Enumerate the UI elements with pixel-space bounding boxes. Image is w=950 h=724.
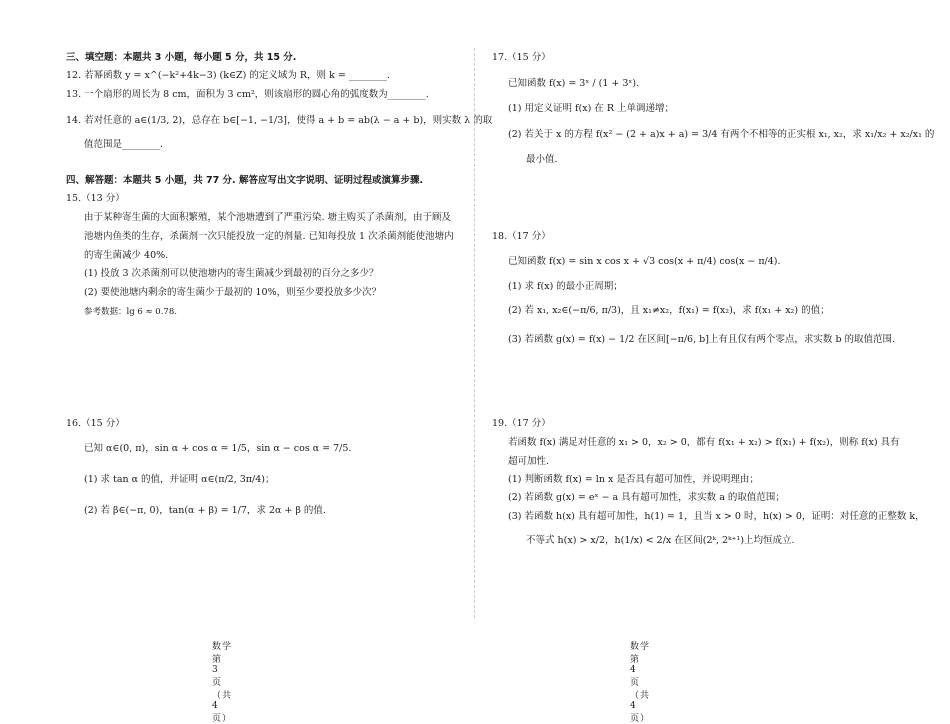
question-18-part1: (1) 求 f(x) 的最小正周期； bbox=[508, 281, 623, 292]
page-footer-right: 数学 第 4 页（共 4 页） bbox=[630, 642, 661, 724]
question-13: 13. 一个扇形的周长为 8 cm，面积为 3 cm²，则该扇形的圆心角的弧度数为________. bbox=[66, 89, 429, 100]
question-15-line1: 由于某种寄生菌的大面积繁殖，某个池塘遭到了严重污染. 塘主购买了杀菌剂，由于顾及 bbox=[84, 212, 452, 223]
question-15-part2: (2) 要使池塘内剩余的寄生菌少于最初的 10%，则至少要投放多少次？ bbox=[84, 287, 382, 298]
question-15-line3: 的寄生菌减少 40%. bbox=[84, 250, 169, 261]
question-19-part1: (1) 判断函数 f(x) = ln x 是否具有超可加性，并说明理由； bbox=[508, 474, 759, 485]
question-19-part3-cont: 不等式 h(x) > x/2，h(1/x) < 2/x 在区间(2ᵏ, 2ᵏ⁺¹)上均恒成立. bbox=[526, 535, 795, 546]
question-15-reference: 参考数据：lg 6 ≈ 0.78. bbox=[84, 307, 177, 317]
question-19-part3: (3) 若函数 h(x) 具有超可加性，h(1) = 1，且当 x > 0 时，h(x) > 0，证明：对任意的正整数 k， bbox=[508, 511, 925, 522]
question-16-line1: 已知 α∈(0, π)，sin α + cos α = 1/5，sin α − cos α = 7/5. bbox=[84, 443, 352, 454]
page-footer-left: 数学 第 3 页（共 4 页） bbox=[212, 642, 243, 724]
question-15-head: 15.（13 分） bbox=[66, 193, 125, 204]
question-16-part2: (2) 若 β∈(−π, 0)，tan(α + β) = 1/7，求 2α + β 的值. bbox=[84, 505, 326, 516]
question-19-line2: 超可加性. bbox=[508, 456, 550, 467]
question-17-part2-cont: 最小值. bbox=[526, 154, 558, 165]
section4-title: 四、解答题：本题共 5 小题，共 77 分. 解答应写出文字说明、证明过程或演算步骤. bbox=[66, 175, 424, 186]
question-12: 12. 若幂函数 y = x^(−k²+4k−3) (k∈Z) 的定义域为 R，则 k = ________. bbox=[66, 70, 390, 81]
question-17-head: 17.（15 分） bbox=[492, 52, 551, 63]
question-16-part1: (1) 求 tan α 的值，并证明 α∈(π/2, 3π/4)； bbox=[84, 474, 275, 485]
question-17-part1: (1) 用定义证明 f(x) 在 R 上单调递增； bbox=[508, 103, 674, 114]
question-14: 14. 若对任意的 a∈(1/3, 2)，总存在 b∈[−1, −1/3]，使得 a + b = ab(λ − a + b)，则实数 λ 的取 bbox=[66, 115, 493, 126]
question-18-part3: (3) 若函数 g(x) = f(x) − 1/2 在区间[−π/6, b]上有且仅有两个零点，求实数 b 的取值范围. bbox=[508, 334, 896, 345]
question-19-line1: 若函数 f(x) 满足对任意的 x₁ > 0，x₂ > 0，都有 f(x₁ + x₂) > f(x₁) + f(x₂)，则称 f(x) 具有 bbox=[508, 437, 900, 448]
question-14-cont: 值范围是________. bbox=[84, 139, 164, 150]
section3-title: 三、填空题：本题共 3 小题，每小题 5 分，共 15 分. bbox=[66, 52, 297, 63]
question-17-line1: 已知函数 f(x) = 3ˣ / (1 + 3ˣ). bbox=[508, 78, 640, 89]
question-18-part2: (2) 若 x₁, x₂∈(−π/6, π/3)，且 x₁≠x₂，f(x₁) = f(x₂)，求 f(x₁ + x₂) 的值； bbox=[508, 305, 830, 316]
question-15-part1: (1) 投放 3 次杀菌剂可以使池塘内的寄生菌减少到最初的百分之多少？ bbox=[84, 268, 379, 279]
question-17-part2: (2) 若关于 x 的方程 f(x² − (2 + a)x + a) = 3/4 有两个不相等的正实根 x₁, x₂，求 x₁/x₂ + x₂/x₁ 的 bbox=[508, 129, 935, 140]
question-18-head: 18.（17 分） bbox=[492, 231, 551, 242]
question-16-head: 16.（15 分） bbox=[66, 418, 125, 429]
question-19-head: 19.（17 分） bbox=[492, 418, 551, 429]
question-18-line1: 已知函数 f(x) = sin x cos x + √3 cos(x + π/4) cos(x − π/4). bbox=[508, 256, 781, 267]
page-divider bbox=[474, 48, 475, 618]
question-19-part2: (2) 若函数 g(x) = eˣ − a 具有超可加性，求实数 a 的取值范围； bbox=[508, 492, 785, 503]
question-15-line2: 池塘内鱼类的生存，杀菌剂一次只能投放一定的剂量. 已知每投放 1 次杀菌剂能使池塘内 bbox=[84, 231, 454, 242]
